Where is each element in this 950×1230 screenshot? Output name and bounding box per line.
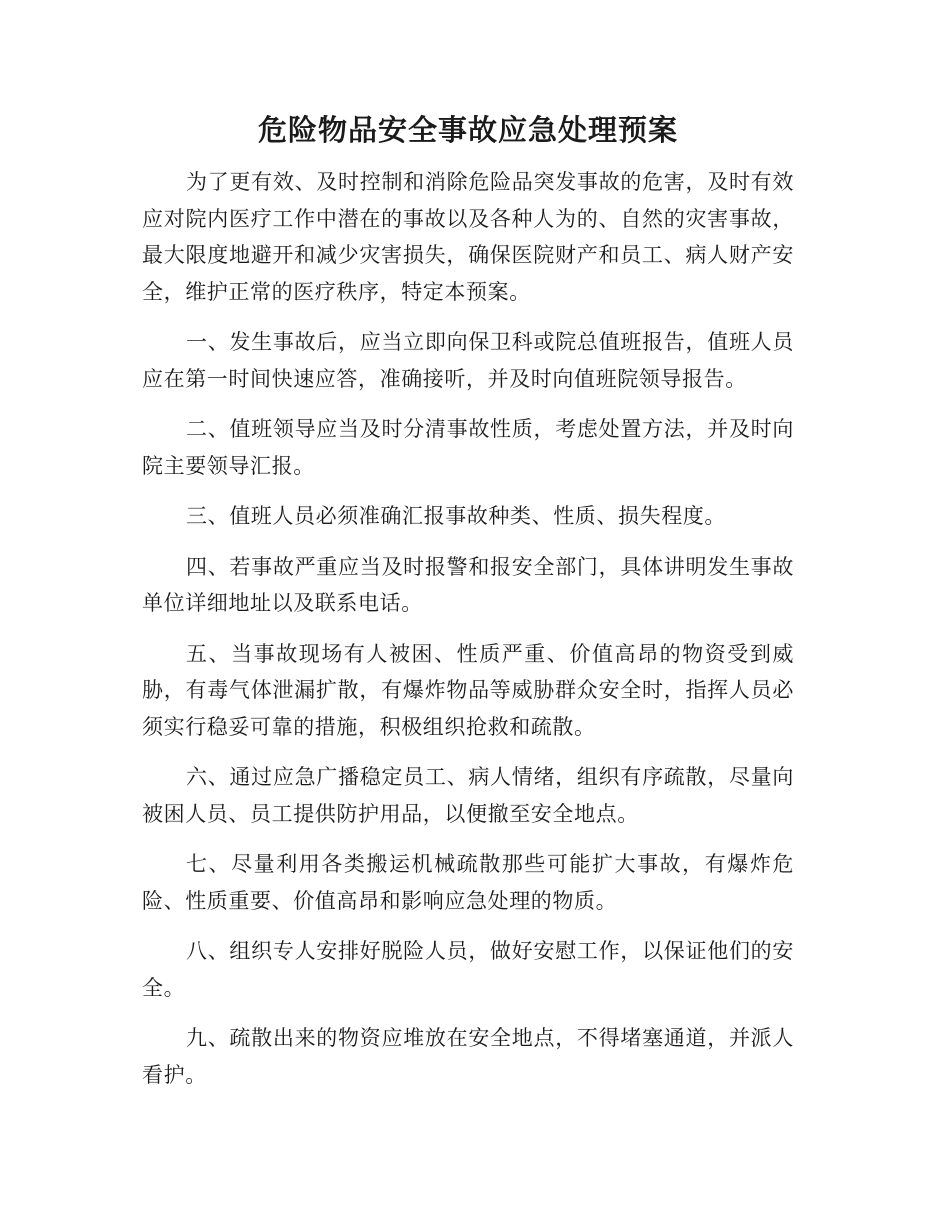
paragraph-item-9: 九、疏散出来的物资应堆放在安全地点，不得堵塞通道，并派人看护。 xyxy=(142,1026,794,1087)
intro-paragraph: 为了更有效、及时控制和消除危险品突发事故的危害，及时有效应对院内医疗工作中潜在的事故以及各种人为的、自然的灾害事故，最大限度地避开和减少灾害损失，确保医院财产和员工、病人财产安全，维护正常的医疗秩序，特定本预案。 xyxy=(142,170,794,304)
paragraph-item-4: 四、若事故严重应当及时报警和报安全部门，具体讲明发生事故单位详细地址以及联系电话。 xyxy=(142,554,794,615)
paragraph-item-6: 六、通过应急广播稳定员工、病人情绪，组织有序疏散，尽量向被困人员、员工提供防护用品，以便撤至安全地点。 xyxy=(142,765,794,826)
paragraph-item-8: 八、组织专人安排好脱险人员，做好安慰工作，以保证他们的安全。 xyxy=(142,939,794,1000)
document-title: 危险物品安全事故应急处理预案 xyxy=(257,113,678,147)
document-page xyxy=(142,108,794,1107)
paragraph-item-5: 五、当事故现场有人被困、性质严重、价值高昂的物资受到威胁，有毒气体泄漏扩散，有爆炸物品等威胁群众安全时，指挥人员必须实行稳妥可靠的措施，积极组织抢救和疏散。 xyxy=(142,641,794,739)
paragraph-item-7: 七、尽量利用各类搬运机械疏散那些可能扩大事故，有爆炸危险、性质重要、价值高昂和影响应急处理的物质。 xyxy=(142,852,794,913)
paragraph-item-3: 三、值班人员必须准确汇报事故种类、性质、损失程度。 xyxy=(186,504,726,528)
paragraph-item-1: 一、发生事故后，应当立即向保卫科或院总值班报告，值班人员应在第一时间快速应答，准确接听，并及时向值班院领导报告。 xyxy=(142,330,794,391)
paragraph-item-2: 二、值班领导应当及时分清事故性质，考虑处置方法，并及时向院主要领导汇报。 xyxy=(142,417,794,478)
